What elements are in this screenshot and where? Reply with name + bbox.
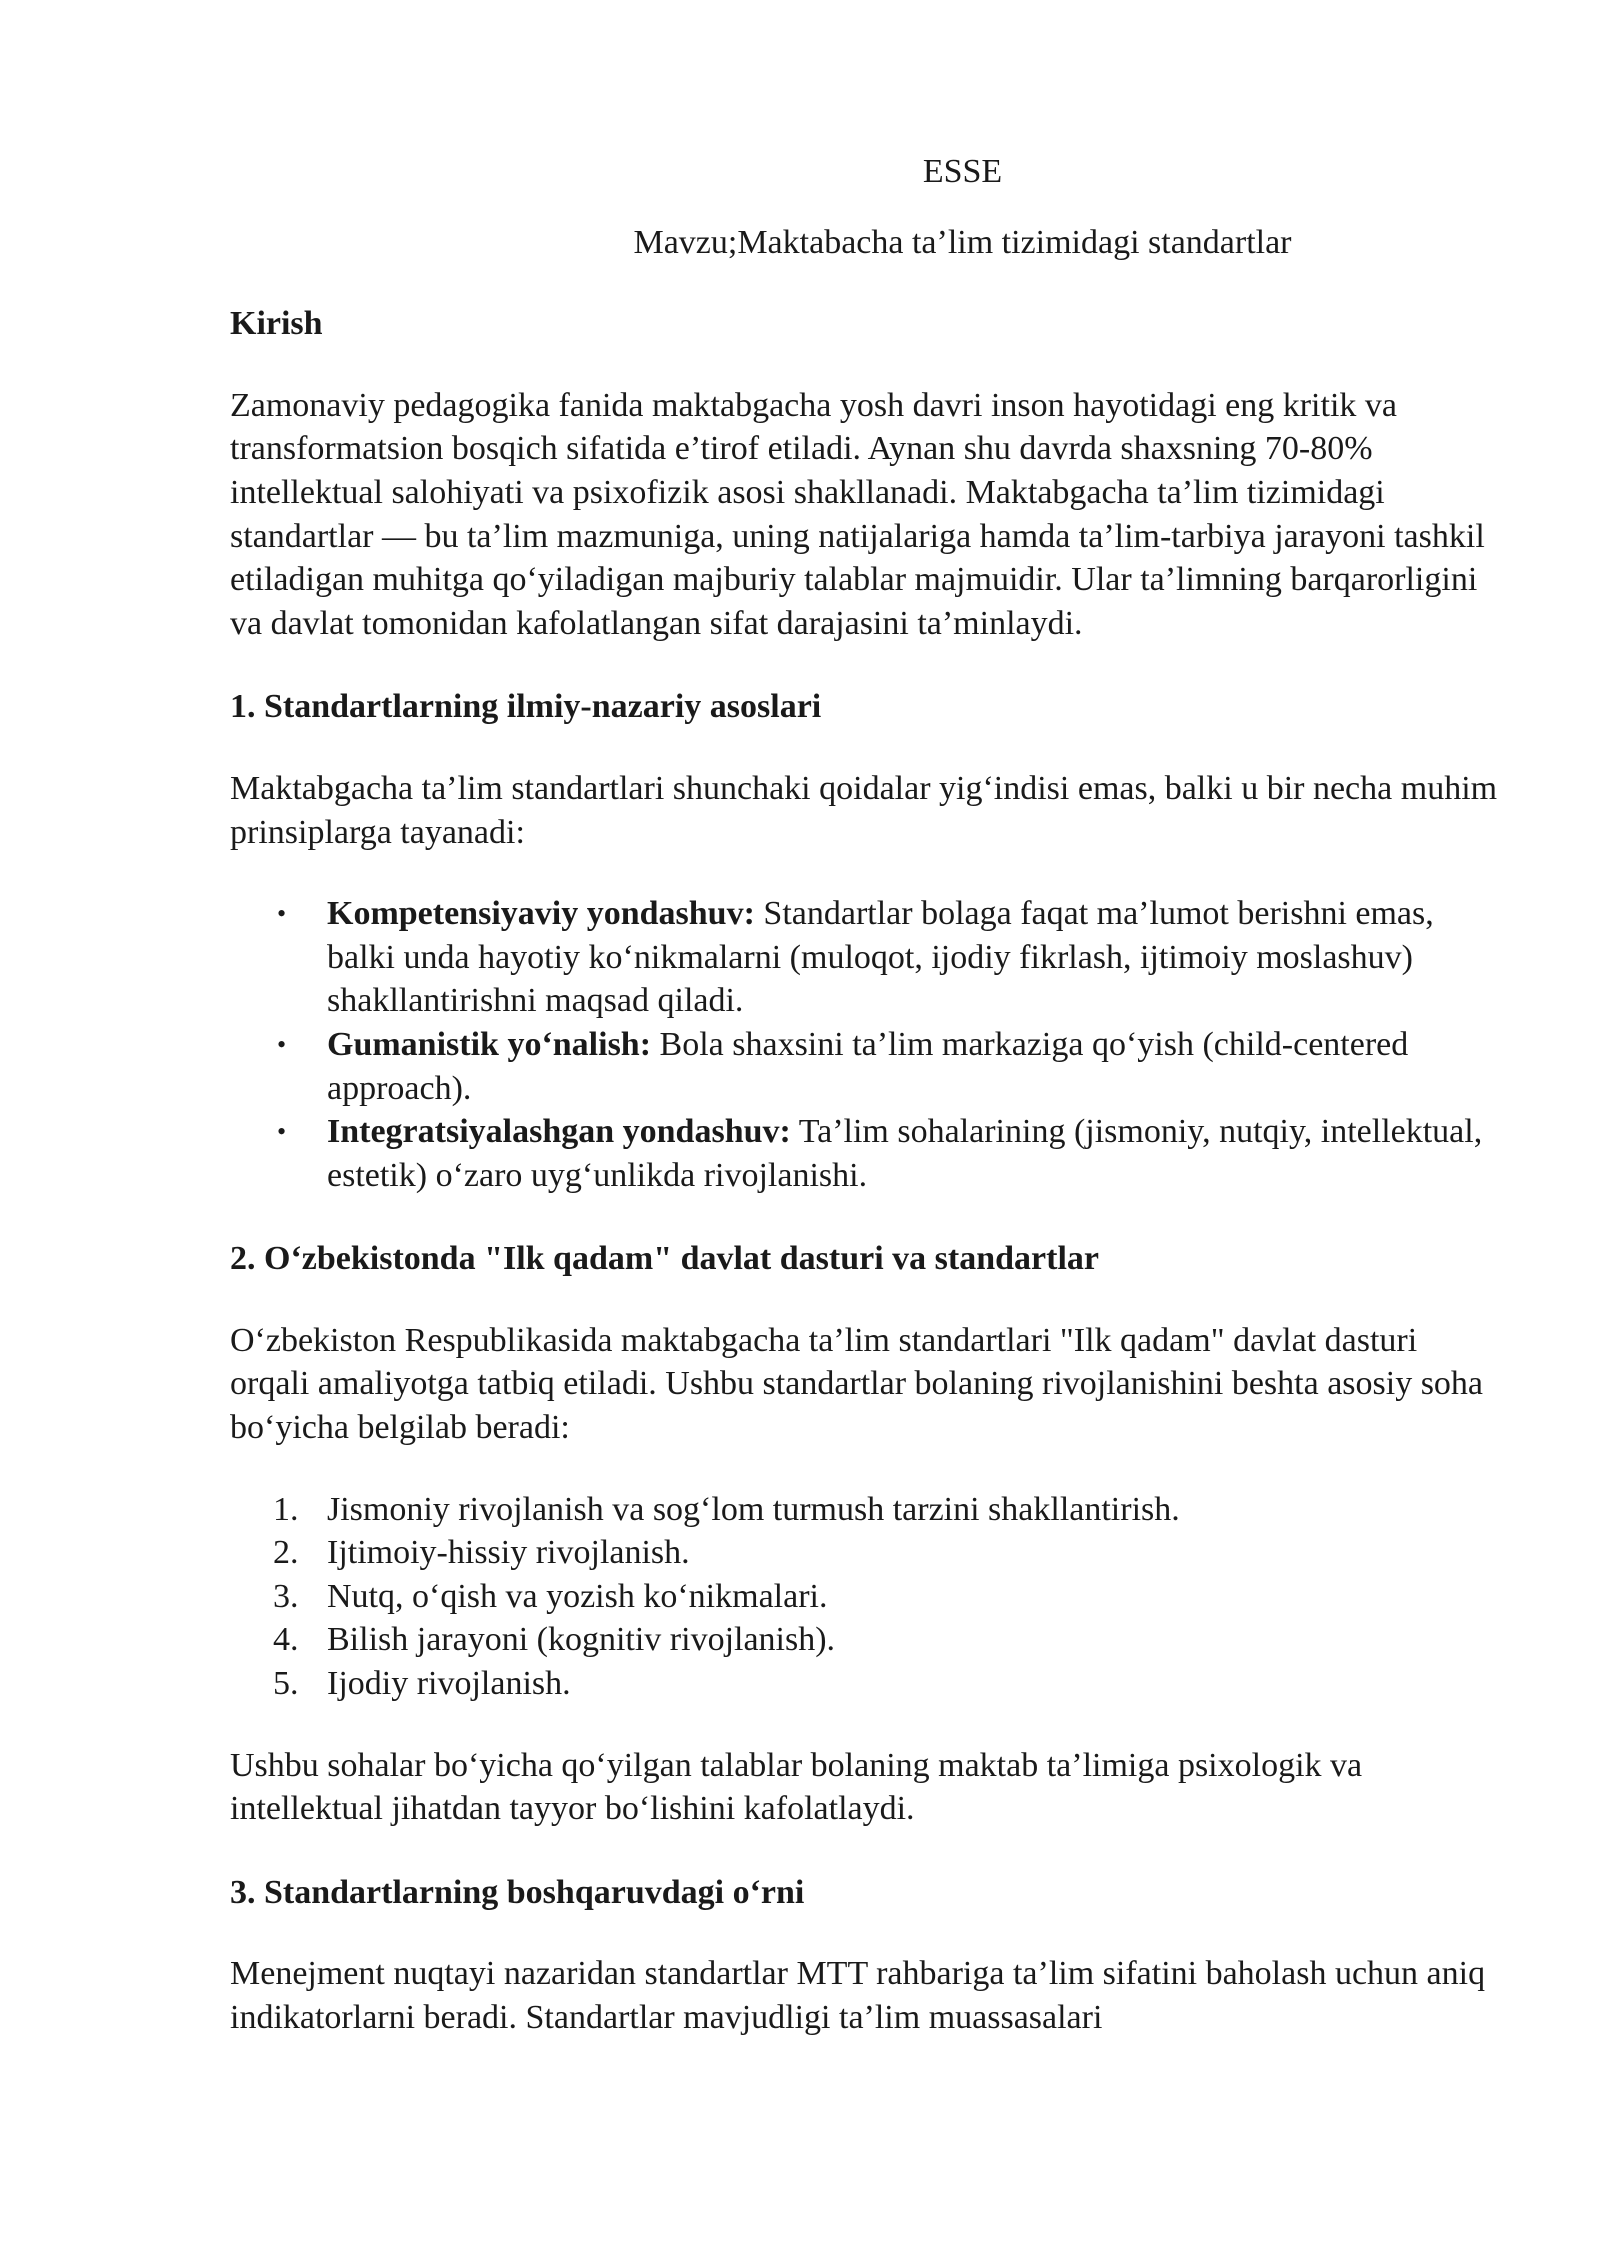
bullet-term: Integratsiyalashgan yondashuv: xyxy=(327,1113,791,1151)
list-number: 2. xyxy=(273,1534,299,1572)
document-title: ESSE xyxy=(922,153,1003,190)
document-subtitle: Mavzu;Maktabacha ta’lim tizimidagi standartlar xyxy=(633,223,1292,261)
section2-closing-paragraph: Ushbu sohalar bo‘yicha qo‘yilgan talablar bolaning maktab ta’limiga psixologik va intellektual jihatdan tayyor bo‘lishini kafolatlaydi. xyxy=(230,1746,1363,1828)
list-item xyxy=(277,892,1500,1023)
list-text: Nutq, o‘qish va yozish ko‘nikmalari. xyxy=(327,1577,828,1615)
section2-paragraph: O‘zbekiston Respublikasida maktabgacha ta’lim standartlari "Ilk qadam" davlat dasturi orqali amaliyotga tatbiq etiladi. Ushbu standartlar bolaning rivojlanishini beshta asosiy soha bo‘yicha belgilab beradi: xyxy=(230,1321,1484,1447)
list-item xyxy=(277,1110,1500,1197)
section1-bullet-list xyxy=(230,892,1500,1197)
list-item xyxy=(273,1531,1500,1575)
bullet-text: Ta’lim sohalarining (jismoniy, nutqiy, intellektual, estetik) o‘zaro uyg‘unlikda rivojlanishi. xyxy=(327,1113,1483,1194)
section1-paragraph: Maktabgacha ta’lim standartlari shunchaki qoidalar yig‘indisi emas, balki u bir necha muhim prinsiplarga tayanadi: xyxy=(230,769,1498,851)
intro-paragraph: Zamonaviy pedagogika fanida maktabgacha yosh davri inson hayotidagi eng kritik va transformatsion bosqich sifatida e’tirof etiladi. Aynan shu davrda shaxsning 70-80% intellektual salohiyati va psixofizik asosi shakllanadi. Maktabgacha ta’lim tizimidagi standartlar — bu ta’lim mazmuniga, uning natijalariga hamda ta’lim-tarbiya jarayoni tashkil etiladigan muhitga qo‘yiladigan majburiy talablar majmuidir. Ular ta’limning barqarorligini va davlat tomonidan kafolatlangan sifat darajasini ta’minlaydi. xyxy=(230,386,1485,642)
bullet-icon: • xyxy=(277,1117,287,1147)
bullet-icon: • xyxy=(277,899,287,929)
list-item xyxy=(273,1618,1500,1662)
list-number: 1. xyxy=(273,1490,299,1528)
bullet-term: Gumanistik yo‘nalish: xyxy=(327,1025,652,1063)
list-text: Bilish jarayoni (kognitiv rivojlanish). xyxy=(327,1621,836,1659)
list-text: Ijodiy rivojlanish. xyxy=(327,1665,571,1703)
bullet-text: Bola shaxsini ta’lim markaziga qo‘yish (child-centered approach). xyxy=(327,1025,1409,1107)
list-item xyxy=(277,1023,1500,1110)
document-page xyxy=(230,150,1500,2040)
list-text: Ijtimoiy-hissiy rivojlanish. xyxy=(327,1534,690,1572)
section3-heading: 3. Standartlarning boshqaruvdagi o‘rni xyxy=(230,1873,805,1911)
list-number: 3. xyxy=(273,1577,299,1615)
section2-heading: 2. O‘zbekistonda "Ilk qadam" davlat dasturi va standartlar xyxy=(230,1240,1099,1278)
intro-heading: Kirish xyxy=(230,305,323,343)
list-number: 5. xyxy=(273,1665,299,1703)
list-item xyxy=(273,1575,1500,1619)
list-text: Jismoniy rivojlanish va sog‘lom turmush tarzini shakllantirish. xyxy=(327,1490,1180,1528)
section1-heading: 1. Standartlarning ilmiy-nazariy asoslari xyxy=(230,688,822,726)
bullet-term: Kompetensiyaviy yondashuv: xyxy=(327,895,755,933)
list-number: 4. xyxy=(273,1621,299,1659)
section3-paragraph: Menejment nuqtayi nazaridan standartlar MTT rahbariga ta’lim sifatini baholash uchun aniq indikatorlarni beradi. Standartlar mavjudligi ta’lim muassasalari xyxy=(230,1955,1486,2036)
bullet-text: Standartlar bolaga faqat ma’lumot berishni emas, balki unda hayotiy ko‘nikmalarni (muloqot, ijodiy fikrlash, ijtimoiy moslashuv) shakllantirishni maqsad qiladi. xyxy=(327,895,1434,1020)
bullet-icon: • xyxy=(277,1029,287,1059)
section2-numbered-list xyxy=(230,1488,1500,1706)
list-item xyxy=(273,1488,1500,1532)
list-item xyxy=(273,1662,1500,1706)
